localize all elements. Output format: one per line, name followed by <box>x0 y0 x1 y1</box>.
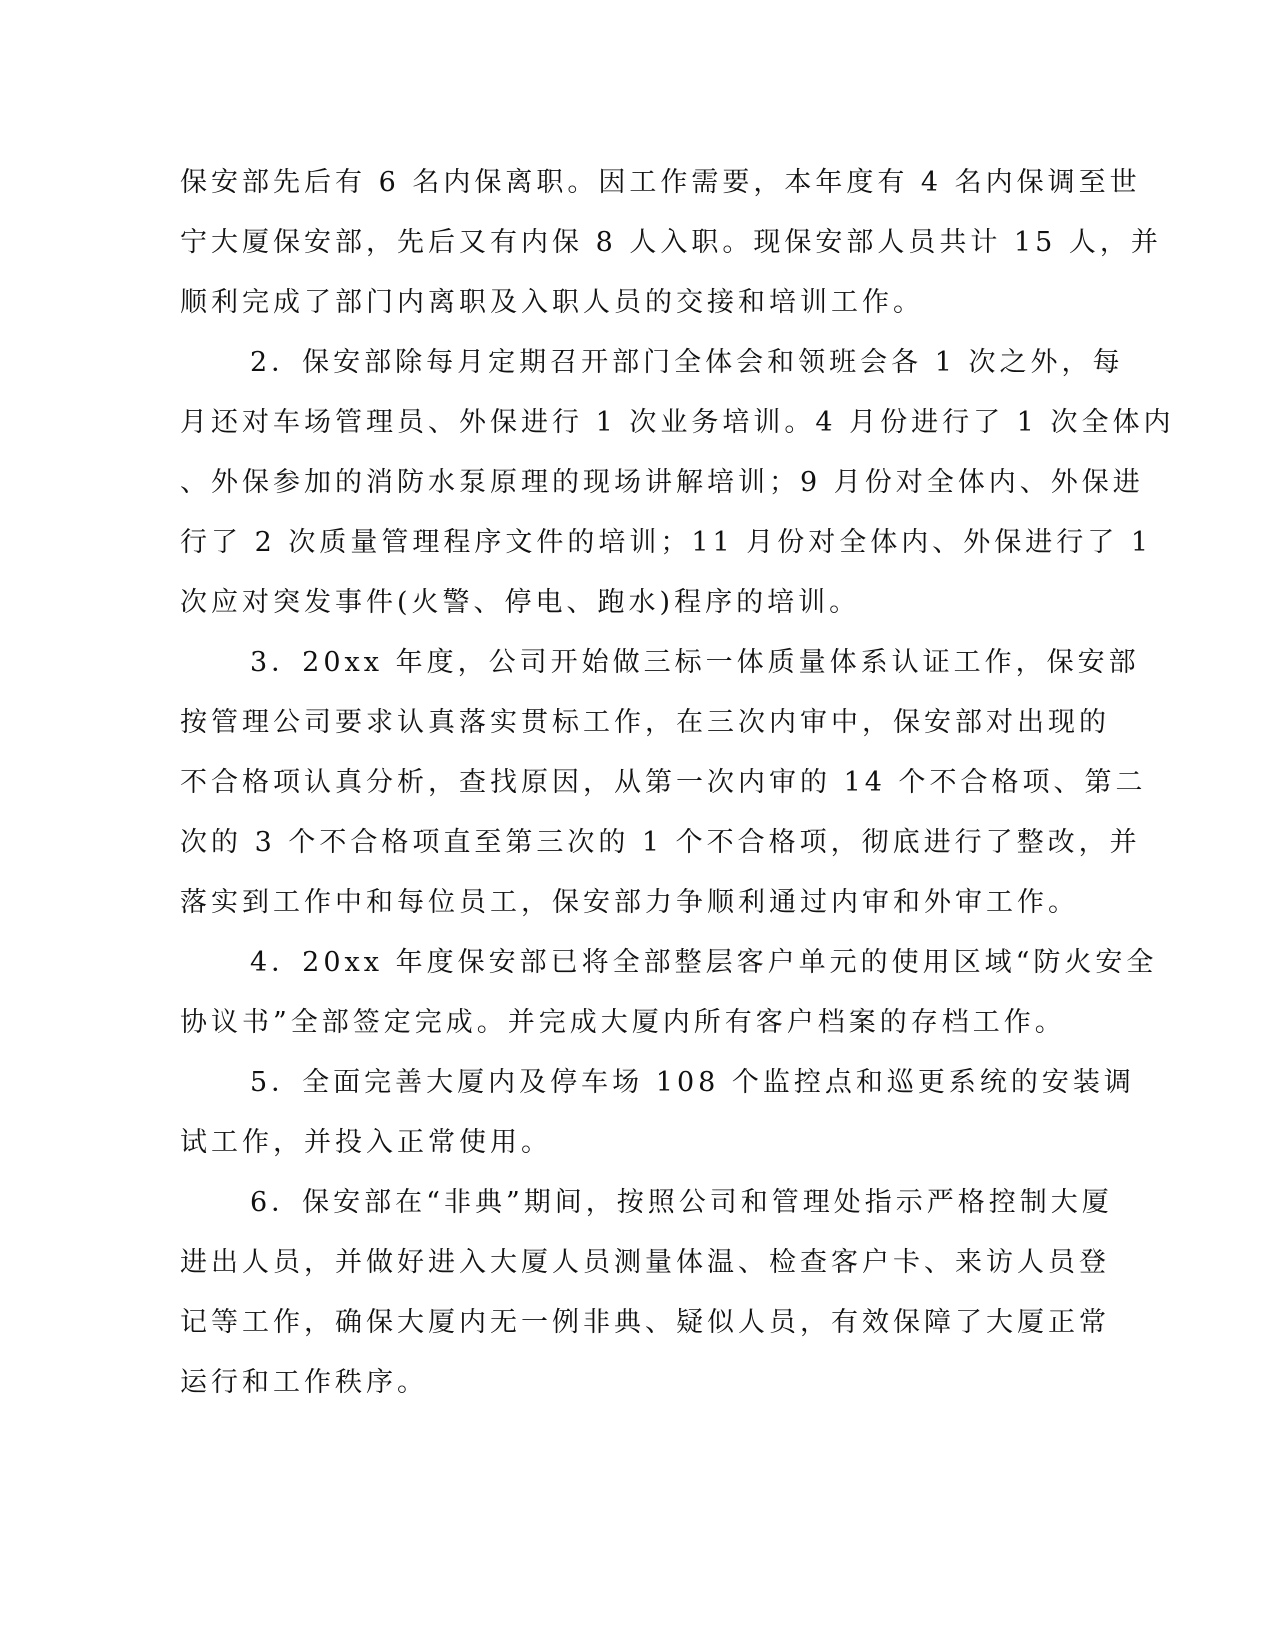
paragraph-4-start: 4．20xx 年度保安部已将全部整层客户单元的使用区域“防火安全 <box>250 947 1158 978</box>
text-line: 行了 2 次质量管理程序文件的培训；11 月份对全体内、外保进行了 1 <box>180 527 1153 558</box>
text-line: 次的 3 个不合格项直至第三次的 1 个不合格项，彻底进行了整改，并 <box>180 827 1141 858</box>
text-line: 宁大厦保安部，先后又有内保 8 人入职。现保安部人员共计 15 人，并 <box>180 227 1162 258</box>
text-line: 协议书”全部签定完成。并完成大厦内所有客户档案的存档工作。 <box>180 1007 1066 1038</box>
text-line: 试工作，并投入正常使用。 <box>180 1127 552 1158</box>
text-line: 月还对车场管理员、外保进行 1 次业务培训。4 月份进行了 1 次全体内 <box>180 407 1175 438</box>
paragraph-5-start: 5．全面完善大厦内及停车场 108 个监控点和巡更系统的安装调 <box>250 1067 1135 1098</box>
text-line: 按管理公司要求认真落实贯标工作，在三次内审中，保安部对出现的 <box>180 707 1110 738</box>
paragraph-6-start: 6．保安部在“非典”期间，按照公司和管理处指示严格控制大厦 <box>250 1187 1113 1218</box>
text-line: 落实到工作中和每位员工，保安部力争顺利通过内审和外审工作。 <box>180 887 1079 918</box>
paragraph-2-start: 2．保安部除每月定期召开部门全体会和领班会各 1 次之外，每 <box>250 347 1124 378</box>
document-body <box>180 153 1175 1413</box>
text-line: 运行和工作秩序。 <box>180 1367 428 1398</box>
text-line: 顺利完成了部门内离职及入职人员的交接和培训工作。 <box>180 287 924 318</box>
text-line: 次应对突发事件(火警、停电、跑水)程序的培训。 <box>180 587 861 618</box>
text-line: 不合格项认真分析，查找原因，从第一次内审的 14 个不合格项、第二 <box>180 767 1147 798</box>
text-line: 、外保参加的消防水泵原理的现场讲解培训；9 月份对全体内、外保进 <box>180 467 1144 498</box>
text-line: 保安部先后有 6 名内保离职。因工作需要，本年度有 4 名内保调至世 <box>180 167 1141 198</box>
text-line: 进出人员，并做好进入大厦人员测量体温、检查客户卡、来访人员登 <box>180 1247 1110 1278</box>
text-line: 记等工作，确保大厦内无一例非典、疑似人员，有效保障了大厦正常 <box>180 1307 1110 1338</box>
paragraph-3-start: 3．20xx 年度，公司开始做三标一体质量体系认证工作，保安部 <box>250 647 1140 678</box>
